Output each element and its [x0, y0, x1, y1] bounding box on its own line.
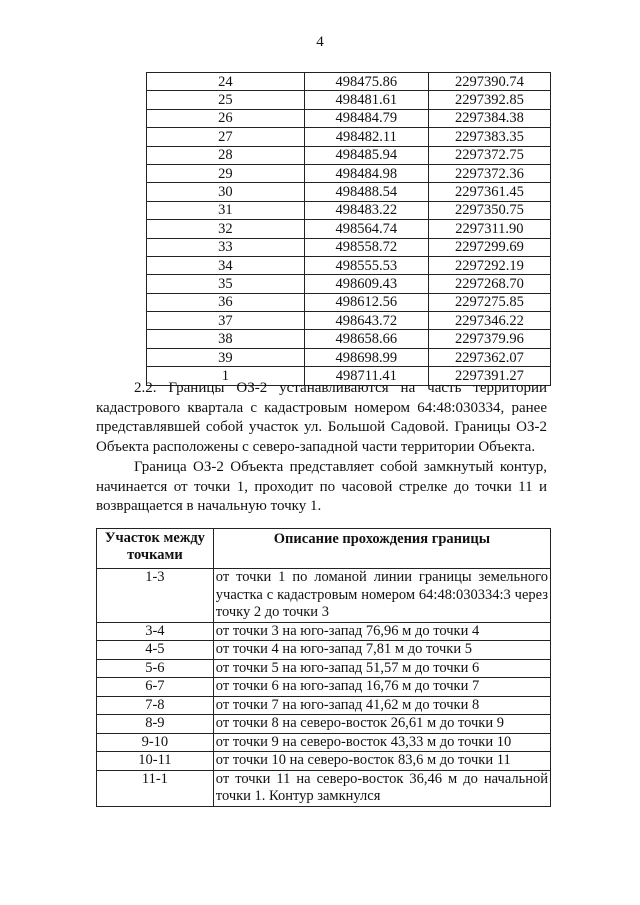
boundary-row: [97, 770, 551, 806]
boundary-table-body: [97, 569, 551, 807]
coordinate-row: [147, 201, 551, 219]
coordinate-row: [147, 164, 551, 182]
point-number: 28: [147, 146, 305, 164]
point-number: 32: [147, 220, 305, 238]
boundary-description-table: [96, 528, 551, 807]
coordinate-row: [147, 183, 551, 201]
coordinate-row: [147, 220, 551, 238]
coordinate-x: 498643.72: [304, 312, 428, 330]
point-number: 38: [147, 330, 305, 348]
point-number: 39: [147, 348, 305, 366]
coordinate-y: 2297268.70: [428, 275, 550, 293]
coordinate-y: 2297379.96: [428, 330, 550, 348]
coordinate-row: [147, 293, 551, 311]
point-number: 35: [147, 275, 305, 293]
coordinate-y: 2297361.45: [428, 183, 550, 201]
coordinate-row: [147, 91, 551, 109]
coordinate-y: 2297372.36: [428, 164, 550, 182]
boundary-row: [97, 569, 551, 623]
boundary-description: от точки 10 на северо-восток 83,6 м до точки 11: [213, 752, 550, 771]
coordinate-row: [147, 256, 551, 274]
boundary-segment: 3-4: [97, 622, 214, 641]
boundary-description: от точки 1 по ломаной линии границы земельного участка с кадастровым номером 64:48:030334:3 через точку 2 до точки 3: [213, 569, 550, 623]
coordinate-row: [147, 238, 551, 256]
header-segment: Участок между точками: [97, 529, 214, 569]
boundary-row: [97, 715, 551, 734]
coordinate-y: 2297392.85: [428, 91, 550, 109]
coordinate-x: 498484.79: [304, 109, 428, 127]
boundary-segment: 6-7: [97, 678, 214, 697]
point-number: 26: [147, 109, 305, 127]
boundary-description: от точки 11 на северо-восток 36,46 м до начальной точки 1. Контур замкнулся: [213, 770, 550, 806]
coordinate-x: 498564.74: [304, 220, 428, 238]
point-number: 33: [147, 238, 305, 256]
point-number: 25: [147, 91, 305, 109]
coordinate-y: 2297362.07: [428, 348, 550, 366]
coordinate-y: 2297383.35: [428, 128, 550, 146]
point-number: 24: [147, 73, 305, 91]
point-number: 27: [147, 128, 305, 146]
coordinate-x: 498485.94: [304, 146, 428, 164]
coordinate-y: 2297346.22: [428, 312, 550, 330]
boundary-row: [97, 622, 551, 641]
point-number: 1: [147, 367, 305, 385]
coordinate-x: 498609.43: [304, 275, 428, 293]
boundary-segment: 8-9: [97, 715, 214, 734]
coordinate-x: 498483.22: [304, 201, 428, 219]
coordinate-row: [147, 128, 551, 146]
coordinate-y: 2297372.75: [428, 146, 550, 164]
page-number: 4: [316, 34, 324, 50]
coordinates-table-body: [147, 73, 551, 386]
coordinate-y: 2297384.38: [428, 109, 550, 127]
coordinate-y: 2297275.85: [428, 293, 550, 311]
coordinate-x: 498612.56: [304, 293, 428, 311]
boundary-row: [97, 696, 551, 715]
point-number: 37: [147, 312, 305, 330]
coordinate-x: 498484.98: [304, 164, 428, 182]
coordinate-y: 2297311.90: [428, 220, 550, 238]
boundary-row: [97, 752, 551, 771]
point-number: 31: [147, 201, 305, 219]
boundary-description: от точки 3 на юго-запад 76,96 м до точки 4: [213, 622, 550, 641]
boundary-segment: 4-5: [97, 641, 214, 660]
paragraph-oz2-contour: Граница ОЗ-2 Объекта представляет собой замкнутый контур, начинается от точки 1, проходит по часовой стрелке до точки 11 и возвращается в начальную точку 1.: [96, 459, 547, 514]
boundary-row: [97, 678, 551, 697]
coordinate-x: 498711.41: [304, 367, 428, 385]
boundary-description: от точки 6 на юго-запад 16,76 м до точки 7: [213, 678, 550, 697]
coordinate-row: [147, 146, 551, 164]
boundary-segment: 9-10: [97, 733, 214, 752]
header-description: Описание прохождения границы: [213, 529, 550, 569]
boundary-segment: 7-8: [97, 696, 214, 715]
point-number: 29: [147, 164, 305, 182]
coordinate-x: 498558.72: [304, 238, 428, 256]
coordinates-table: [146, 72, 551, 386]
boundary-description: от точки 8 на северо-восток 26,61 м до точки 9: [213, 715, 550, 734]
coordinate-row: [147, 73, 551, 91]
coordinate-x: 498488.54: [304, 183, 428, 201]
coordinate-x: 498482.11: [304, 128, 428, 146]
coordinate-y: 2297299.69: [428, 238, 550, 256]
boundary-row: [97, 659, 551, 678]
coordinate-row: [147, 109, 551, 127]
point-number: 36: [147, 293, 305, 311]
coordinate-x: 498475.86: [304, 73, 428, 91]
boundary-segment: 1-3: [97, 569, 214, 623]
coordinate-row: [147, 312, 551, 330]
boundary-table-header-row: [97, 529, 551, 569]
coordinate-y: 2297350.75: [428, 201, 550, 219]
boundary-description: от точки 5 на юго-запад 51,57 м до точки 6: [213, 659, 550, 678]
coordinate-x: 498481.61: [304, 91, 428, 109]
boundary-row: [97, 733, 551, 752]
coordinate-row: [147, 348, 551, 366]
coordinate-row: [147, 275, 551, 293]
point-number: 34: [147, 256, 305, 274]
boundary-description: от точки 4 на юго-запад 7,81 м до точки 5: [213, 641, 550, 660]
coordinate-x: 498698.99: [304, 348, 428, 366]
coordinate-y: 2297390.74: [428, 73, 550, 91]
boundary-segment: 5-6: [97, 659, 214, 678]
boundary-description: от точки 7 на юго-запад 41,62 м до точки 8: [213, 696, 550, 715]
coordinate-x: 498658.66: [304, 330, 428, 348]
coordinate-y: 2297391.27: [428, 367, 550, 385]
boundary-segment: 10-11: [97, 752, 214, 771]
point-number: 30: [147, 183, 305, 201]
boundary-segment: 11-1: [97, 770, 214, 806]
boundary-description: от точки 9 на северо-восток 43,33 м до точки 10: [213, 733, 550, 752]
coordinate-y: 2297292.19: [428, 256, 550, 274]
paragraph-oz2-description: 2.2. Границы ОЗ-2 устанавливаются на часть территории кадастрового квартала с кадастровым номером 64:48:030334, ранее представлявшей собой участок ул. Большой Садовой. Границы ОЗ-2 Объекта расположены с северо-западной части территории Объекта.: [96, 380, 547, 455]
boundary-row: [97, 641, 551, 660]
coordinate-x: 498555.53: [304, 256, 428, 274]
coordinate-row: [147, 330, 551, 348]
